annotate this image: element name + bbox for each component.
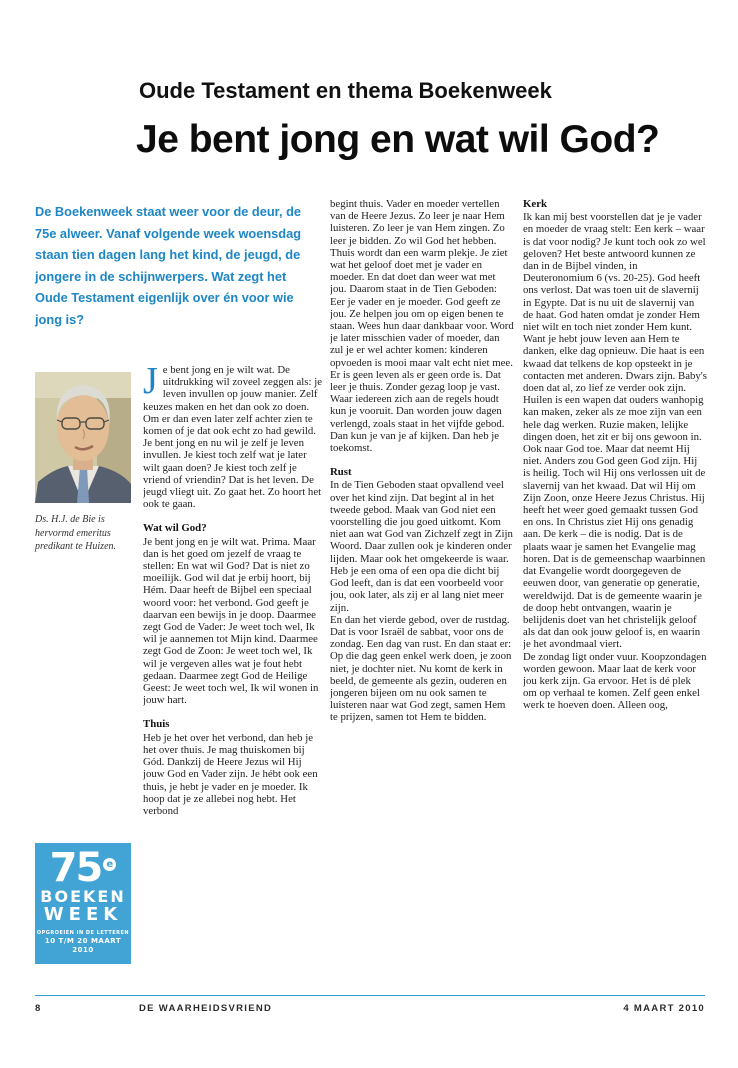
dropcap: J: [143, 364, 158, 402]
column-2: [330, 198, 514, 993]
paragraph: Je bent jong en je wilt wat. Prima. Maar dan is het goed om jezelf de vraag te stellen: En wat wil God? Dat is niet zo moeilijk. God wil dat je erbij hoort, bij Hém. Daar heeft de Bijbel een speciaal woord voor: het verbond. God geeft je daarvan een bewijs in je doop. Daarmee zegt God de Vader: Je weet toch wel, Ik wil je aannemen tot Mijn kind. Daarmee zegt God de Zoon: Je weet toch wel, Ik wil je vergeven alles wat je fout hebt gedaan. Daarmee zegt God de Heilige Geest: Je weet toch wel, Ik wil wonen in jouw hart.: [143, 535, 319, 707]
footer-date: 4 MAART 2010: [623, 1003, 705, 1014]
section-heading-rust: Rust: [330, 466, 352, 479]
portrait-photo: [35, 372, 131, 503]
paragraph-text: e bent jong en je wilt wat. De uitdrukking wil zoveel zeggen als: je leven invullen op jouw manier. Zelf keuzes maken en het dan ook zo doen. Om er dan even later zelf achter zien te komen of je dat ook echt zo had gewild. Je bent jong en nu wil je zelf je leven invullen. Je kiest toch zelf wat je later wilt gaan doen? Je kiest toch zelf je vriend of vriendin? Dat is het leven. De jeugd vliegt uit. Zo gaat het. Zo hoort het ook te gaan.: [143, 364, 323, 511]
logo-number-text: 75: [49, 845, 102, 891]
logo-number: [35, 845, 131, 891]
footer-rule: [35, 995, 705, 996]
intro-paragraph: De Boekenweek staat weer voor de deur, de 75e alweer. Vanaf volgende week woensdag staan tien dagen lang het kind, de jeugd, de jongere in de schijnwerpers. Wat zegt het Oude Testament eigenlijk over én voor wie jong is?: [35, 204, 302, 327]
portrait-illustration: [35, 372, 131, 503]
logo-word-week: WEEK: [43, 904, 123, 925]
photo-caption: Ds. H.J. de Bie is hervormd emeritus predikant te Huizen.: [35, 514, 117, 552]
column-1: [143, 364, 324, 992]
paragraph: In de Tien Geboden staat opvallend veel over het kind zijn. Dat begint al in het tweede gebod. Maak van God niet een voorstelling die jou goed uitkomt. Kom niet aan wat God van Zichzelf zegt in Zijn Woord. Daar zullen ook je kinderen onder lijden. Maar ook het omgekeerde is waar. Heb je een oma of een opa die dicht bij God leeft, dan is dat een voorbeeld voor jou, ook later, als zij er al lang niet meer zijn.: [330, 479, 513, 614]
section-heading-kerk: Kerk: [523, 198, 547, 210]
footer-publication: DE WAARHEIDSVRIEND: [139, 1003, 273, 1014]
section-heading-thuis: Thuis: [143, 718, 170, 731]
footer-page-number: 8: [35, 1003, 42, 1014]
kicker: Oude Testament en thema Boekenweek: [139, 78, 552, 103]
paragraph: Ik kan mij best voorstellen dat je je vader en moeder de vraag stelt: Een kerk – waar is dat voor nodig? Je kunt toch ook zo wel geloven? Het beste antwoord kunnen ze dan in de Bijbel vinden, in Deuteronomium 6 (vs. 20-25). God heeft ons verlost. Dat was toen uit de slavernij in Egypte. Dat is nu uit de slavernij van de haat. God haten omdat je zonder Hem niet wilt en toch niet zonder Hem kunt. Want je hebt jouw leven aan Hem te danken, elke dag opnieuw. Die haat is een kwaad dat telkens de kop opsteekt in je contacten met anderen. Dwars zijn. Baby's doen dat al, zo lief ze verder ook zijn. Huilen is een wapen dat ouders wanhopig kan maken, zeker als ze moe zijn van een hele dag werken. Ruzie maken, lelijke dingen doen, het zit er bij ons gewoon in. Ook naar God toe. Maar dat neemt Hij niet. Anders zou God geen God zijn. Hij is heilig. Toch wil Hij ons verlossen uit de slavernij van het kwaad. Dat wil Hij om Zijn Zoon, onze Heere Jezus Christus. Hij heeft het weer goed gemaakt tussen God en ons. In Christus ziet Hij ons genadig aan. De kerk – die is nodig. Dat is de plaats waar je samen het Evangelie mag horen. Dat is de gemeenschap waarbinnen dat Evangelie wordt doorgegeven de eeuwen door, van generatie op generatie, wereldwijd. Dat is de gemeente waarin je de doop hebt ontvangen, waarin je belijdenis doet van het christelijk geloof als dat dan ook jouw geloof is, en waarin je het avondmaal viert.: [523, 211, 707, 651]
paragraph: [143, 364, 324, 510]
paragraph: En dan het vierde gebod, over de rustdag. Dat is voor Israël de sabbat, voor ons de zondag. Een dag van rust. En dan staat er: Op die dag geen enkel werk doen, je zoon niet, je dochter niet. Nu komt de kerk in beeld, de gemeente als gezin, ouderen en jongeren bijeen om nu ook samen te luisteren naar wat God zegt, samen Hem te prijzen, samen tot Hem te bidden.: [330, 613, 512, 724]
logo-word-boeken: BOEKEN: [40, 887, 126, 906]
paragraph: Er is geen leven als er geen orde is. Dat leer je thuis. Zonder gezag loop je vast. Waar iedereen zich aan de regels houdt kun je vooruit. Dan worden jouw dagen verlengd, zoals staat in het vijfde gebod. Dan kun je van je af kijken. Dan heb je toekomst.: [330, 368, 505, 455]
paragraph: Heb je het over het verbond, dan heb je het over thuis. Je mag thuiskomen bij Gód. Dankzij de Heere Jezus wil Hij jouw God en Vader zijn. Je hébt ook een thuis, je hebt je vader en je moeder. Ik hoop dat je ze allebei nog hebt. Het verbond: [143, 731, 318, 817]
page-title: Je bent jong en wat wil God?: [136, 118, 660, 161]
column-3: [523, 198, 707, 993]
logo-theme-line: OPGROEIEN IN DE LETTEREN: [36, 930, 130, 936]
paragraph: begint thuis. Vader en moeder vertellen van de Heere Jezus. Zo leer je naar Hem luisteren. Zo leer je van Hem zingen. Zo leer je bidden. Zo wil God het hebben. Thuis wordt dan een warm plekje. Je ziet wat het geloof doet met je vader en moeder. En dat doet dan weer wat met jou. Daarom staat in de Tien Geboden: Eer je vader en je moeder. God geeft ze jou. Ze helpen jou om op eigen benen te staan. Wees hun daar dankbaar voor. Word je later misschien vader of moeder, dan zul je er wel achter komen: kinderen opvoeden is mooi maar valt echt niet mee.: [330, 198, 514, 369]
logo-suffix: e: [103, 858, 116, 871]
section-heading-wat-wil-god: Wat wil God?: [143, 522, 207, 535]
boekenweek-logo: [35, 843, 131, 964]
logo-date-line: 10 T/M 20 MAART 2010: [44, 937, 122, 954]
paragraph: De zondag ligt onder vuur. Koopzondagen worden gewoon. Maar laat de kerk voor jou kerk zijn. Ga ervoor. Het is dé plek om op verhaal te komen. Zelf geen enkel werk te hoeven doen. Alleen oog,: [523, 650, 707, 712]
